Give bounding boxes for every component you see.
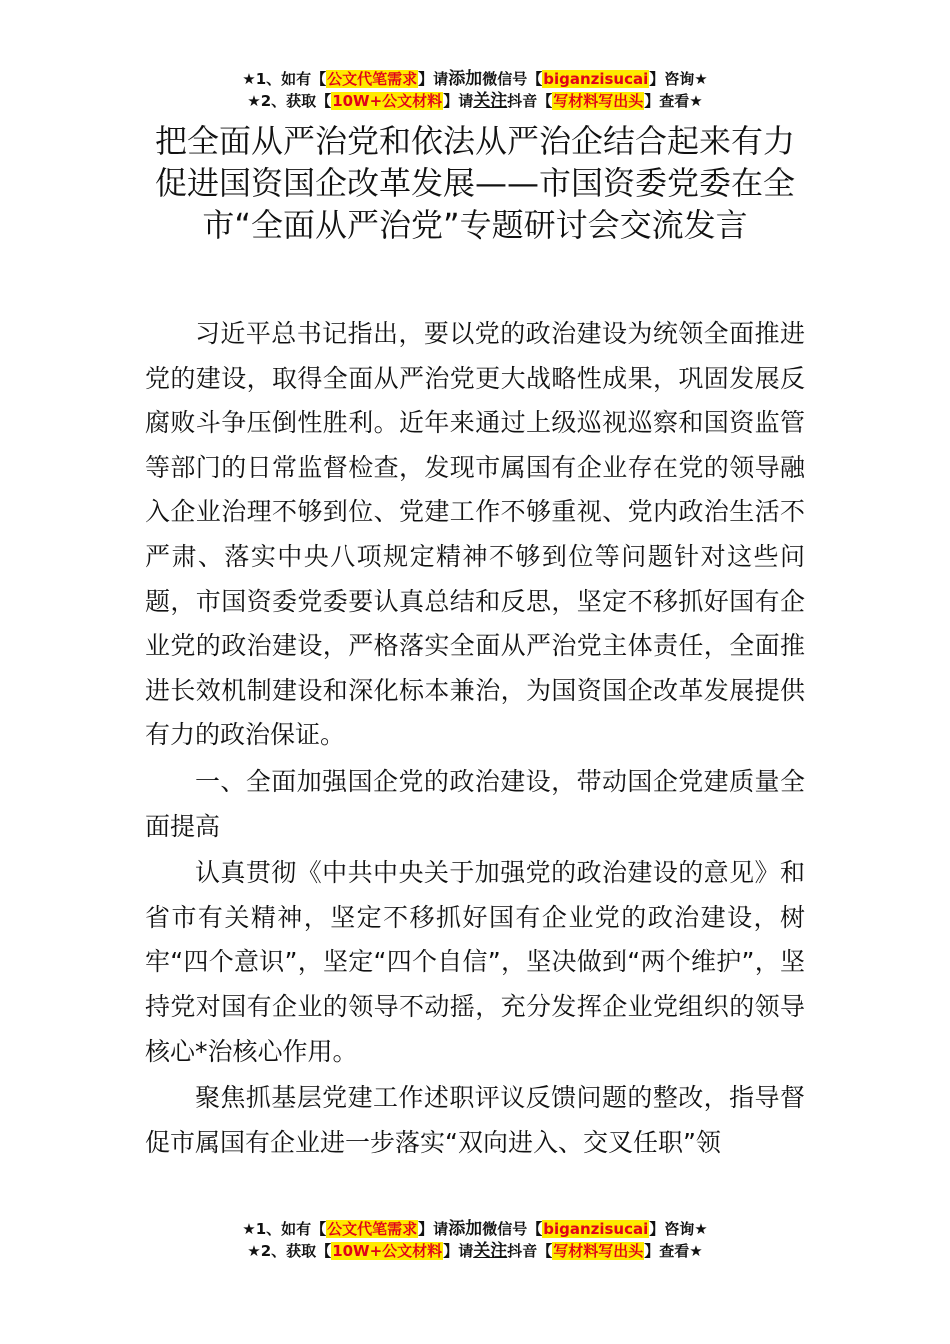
body-paragraph: 认真贯彻《中共中央关于加强党的政治建设的意见》和省市有关精神，坚定不移抓好国有企业党的政治建设，树牢“四个意识”，坚定“四个自信”，坚决做到“两个维护”，坚持党对国有企业的领导不动摇，充分发挥企业党组织的领导核心*治核心作用。 xyxy=(145,858,805,1066)
document-body xyxy=(145,312,805,1167)
banner-text: 抖音【 xyxy=(507,92,553,110)
banner-text: 抖音【 xyxy=(507,1242,553,1260)
highlight-text: 公文代笔需求 xyxy=(327,70,418,88)
wechat-id: biganzisucai xyxy=(543,70,649,88)
body-paragraph: 习近平总书记指出，要以党的政治建设为统领全面推进党的建设，取得全面从严治党更大战略性成果，巩固发展反腐败斗争压倒性胜利。近年来通过上级巡视巡察和国资监管等部门的日常监督检查，发现市属国有企业存在党的领导融入企业治理不够到位、党建工作不够重视、党内政治生活不严肃、落实中央八项规定精神不够到位等问题针对这些问题，市国资委党委要认真总结和反思，坚定不移抓好国有企业党的政治建设，严格落实全面从严治党主体责任，全面推进长效机制建设和深化标本兼治，为国资国企改革发展提供有力的政治保证。 xyxy=(145,319,805,750)
banner-text: ★2、获取【 xyxy=(247,1242,332,1260)
banner-text: 】查看★ xyxy=(644,92,703,110)
highlight-text: 10W+公文材料 xyxy=(332,92,443,110)
banner-text: 】咨询★ xyxy=(649,1220,708,1238)
highlight-text: 公文代笔需求 xyxy=(327,1220,418,1238)
banner-text: 微信号【 xyxy=(482,70,543,88)
banner-line-1 xyxy=(0,68,950,90)
body-paragraph: 聚焦抓基层党建工作述职评议反馈问题的整改，指导督促市属国有企业进一步落实“双向进入、交叉任职”领 xyxy=(145,1083,805,1157)
douyin-id: 写材料写出头 xyxy=(553,92,644,110)
banner-text: 关注 xyxy=(473,1241,508,1261)
banner-text: 关注 xyxy=(473,91,508,111)
banner-text: ★1、如有【 xyxy=(242,70,327,88)
footer-banner xyxy=(0,1218,950,1262)
banner-text: 添加 xyxy=(448,69,483,89)
header-banner xyxy=(0,68,950,112)
banner-text: 添加 xyxy=(448,1219,483,1239)
banner-text: 】咨询★ xyxy=(649,70,708,88)
section-heading: 一、全面加强国企党的政治建设，带动国企党建质量全面提高 xyxy=(145,766,805,841)
wechat-id: biganzisucai xyxy=(543,1220,649,1238)
highlight-text: 10W+公文材料 xyxy=(332,1242,443,1260)
banner-line-1 xyxy=(0,1218,950,1240)
douyin-id: 写材料写出头 xyxy=(553,1242,644,1260)
banner-text: 】请 xyxy=(418,70,449,88)
banner-text: 】请 xyxy=(443,1242,474,1260)
banner-text: 】查看★ xyxy=(644,1242,703,1260)
banner-text: 微信号【 xyxy=(482,1220,543,1238)
banner-line-2 xyxy=(0,1240,950,1262)
document-title: 把全面从严治党和依法从严治企结合起来有力促进国资国企改革发展——市国资委党委在全市“全面从严治党”专题研讨会交流发言 xyxy=(154,122,795,244)
banner-line-2 xyxy=(0,90,950,112)
banner-text: ★1、如有【 xyxy=(242,1220,327,1238)
banner-text: ★2、获取【 xyxy=(247,92,332,110)
banner-text: 】请 xyxy=(418,1220,449,1238)
banner-text: 】请 xyxy=(443,92,474,110)
